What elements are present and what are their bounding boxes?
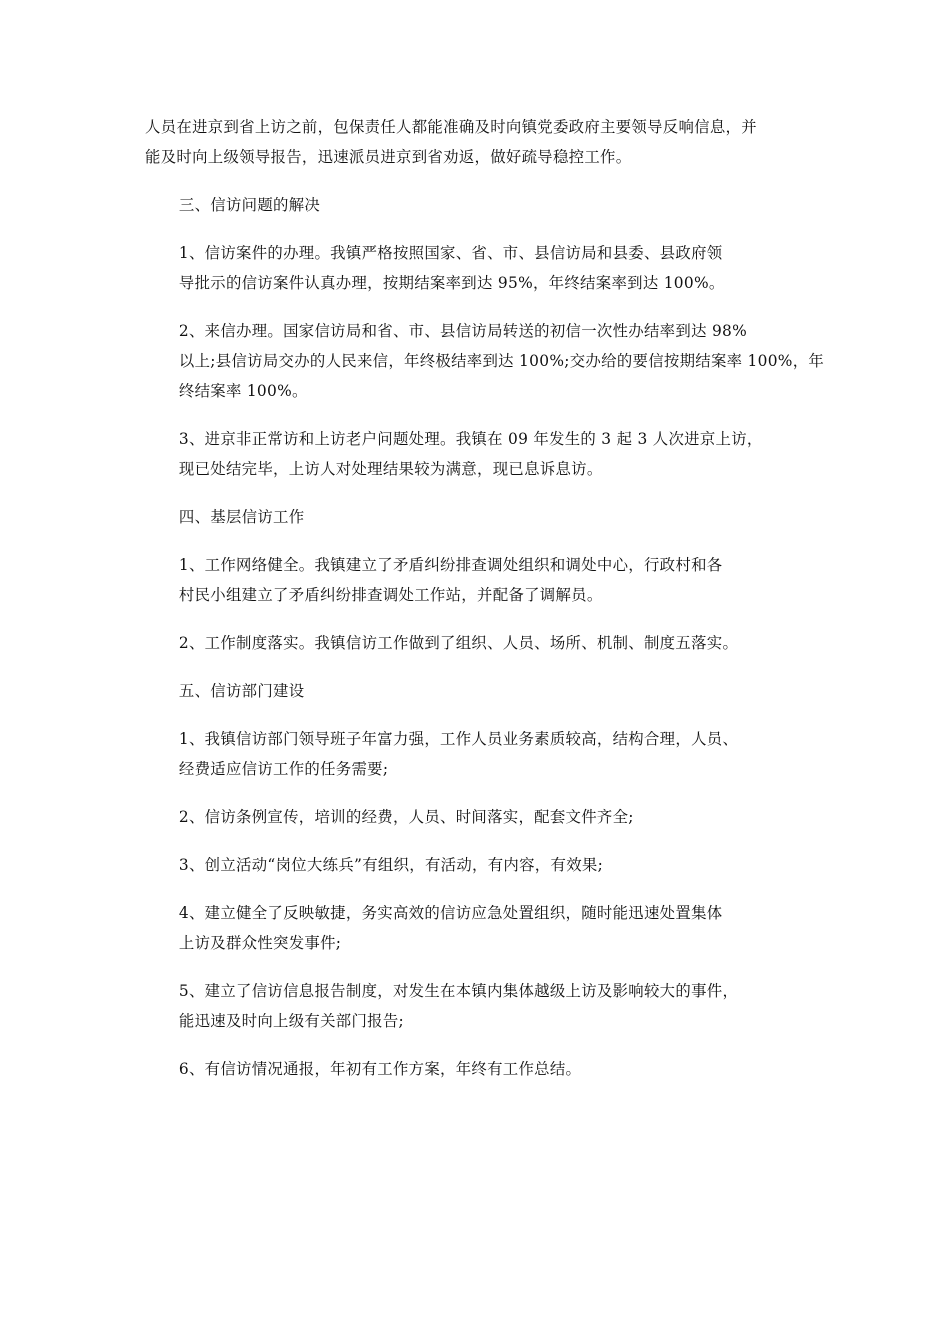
paragraph-leadership (145, 724, 810, 784)
text-line: 现已处结完毕，上访人对处理结果较为满意，现已息诉息访。 (178, 460, 603, 478)
text-line: 能及时向上级领导报告，迅速派员进京到省劝返，做好疏导稳控工作。 (145, 148, 632, 166)
text-line: 2、工作制度落实。我镇信访工作做到了组织、人员、场所、机制、制度五落实。 (178, 634, 739, 652)
paragraph-network (145, 550, 810, 610)
section-heading-resolution (145, 190, 810, 220)
paragraph-publicity (145, 802, 810, 832)
text-line: 1、信访案件的办理。我镇严格按照国家、省、市、县信访局和县委、县政府领 (178, 244, 723, 262)
section-heading-department (145, 676, 810, 706)
text-line: 4、建立健全了反映敏捷，务实高效的信访应急处置组织，随时能迅速处置集体 (178, 904, 723, 922)
text-line: 6、有信访情况通报，年初有工作方案，年终有工作总结。 (178, 1060, 582, 1078)
text-line: 经费适应信访工作的任务需要; (178, 760, 389, 778)
text-line: 导批示的信访案件认真办理，按期结案率到达 95%，年终结案率到达 100%。 (178, 274, 725, 292)
text-line: 1、我镇信访部门领导班子年富力强，工作人员业务素质较高，结构合理，人员、 (178, 730, 739, 748)
text-line: 上访及群众性突发事件; (178, 934, 342, 952)
paragraph-case-handling (145, 238, 810, 298)
text-line: 3、进京非正常访和上访老户问题处理。我镇在 09 年发生的 3 起 3 人次进京上访， (178, 430, 763, 448)
paragraph-reporting (145, 976, 810, 1036)
text-line: 1、工作网络健全。我镇建立了矛盾纠纷排查调处组织和调处中心，行政村和各 (178, 556, 723, 574)
paragraph-abnormal-petition (145, 424, 810, 484)
heading-text: 三、信访问题的解决 (178, 196, 321, 214)
heading-text: 四、基层信访工作 (178, 508, 305, 526)
text-line: 3、创立活动“岗位大练兵”有组织，有活动，有内容，有效果; (178, 856, 604, 874)
text-line: 2、信访条例宣传，培训的经费，人员、时间落实，配套文件齐全; (178, 808, 634, 826)
paragraph-summary (145, 1054, 810, 1084)
paragraph-emergency (145, 898, 810, 958)
text-line: 村民小组建立了矛盾纠纷排查调处工作站，并配备了调解员。 (178, 586, 603, 604)
document-page (145, 112, 825, 1102)
paragraph-training-activity (145, 850, 810, 880)
section-heading-grassroots (145, 502, 810, 532)
text-line: 5、建立了信访信息报告制度，对发生在本镇内集体越级上访及影响较大的事件， (178, 982, 739, 1000)
heading-text: 五、信访部门建设 (178, 682, 305, 700)
text-line: 2、来信办理。国家信访局和省、市、县信访局转送的初信一次性办结率到达 98% (178, 322, 748, 340)
text-line: 人员在进京到省上访之前，包保责任人都能准确及时向镇党委政府主要领导反响信息，并 (145, 118, 757, 136)
paragraph-system (145, 628, 810, 658)
paragraph-letter-handling (145, 316, 825, 406)
text-line: 能迅速及时向上级有关部门报告; (178, 1012, 405, 1030)
text-line: 终结案率 100%。 (178, 382, 308, 400)
text-line: 以上;县信访局交办的人民来信，年终极结率到达 100%;交办给的要信按期结案率 100%，年 (178, 352, 825, 370)
paragraph-report-continuation (145, 112, 810, 172)
